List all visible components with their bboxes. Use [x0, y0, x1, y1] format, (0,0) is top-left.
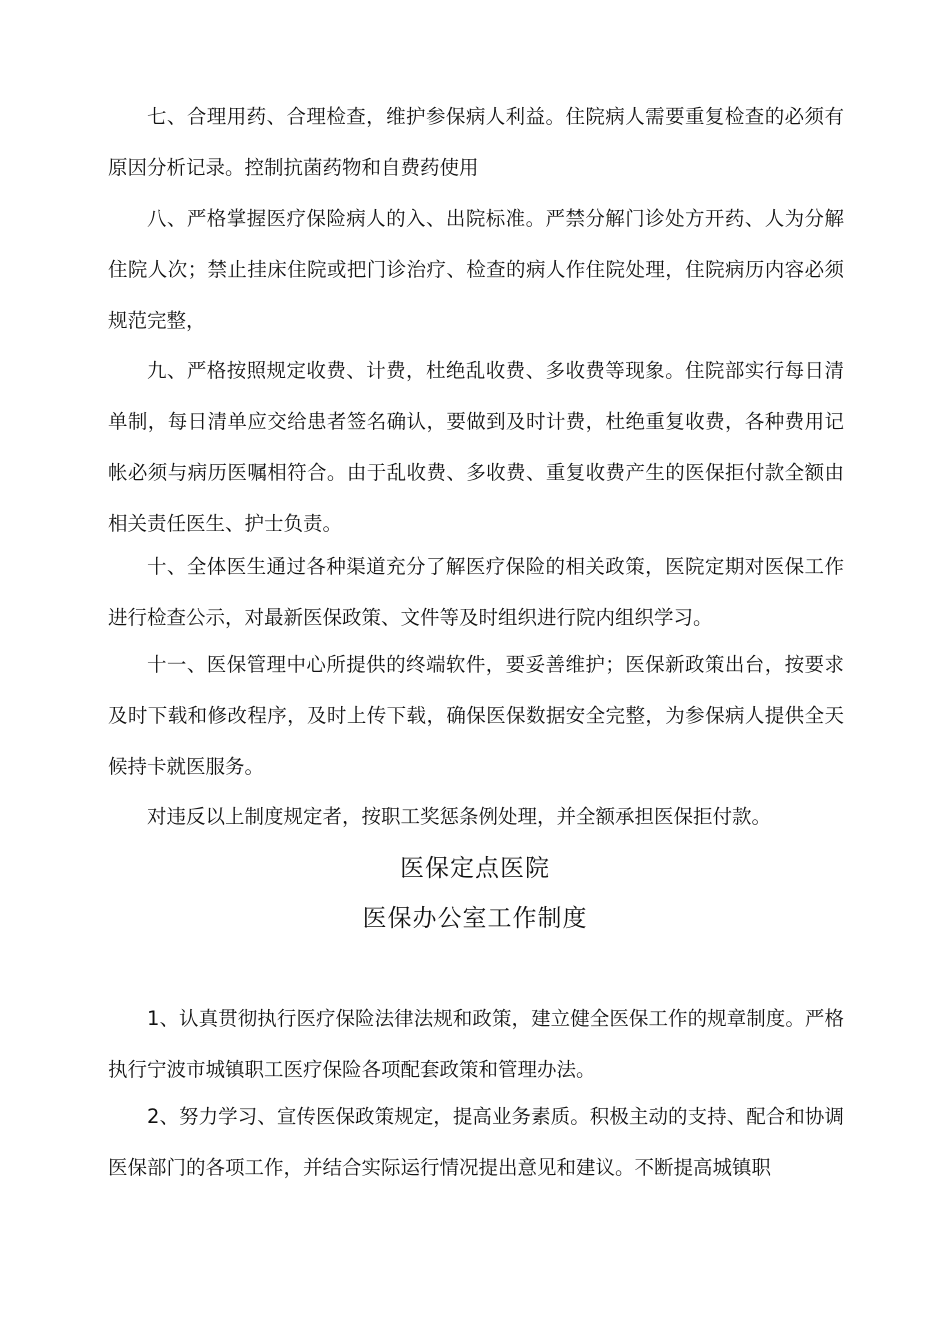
document-subtitle: 医保办公室工作制度	[362, 904, 588, 932]
paragraph-nine: 九、严格按照规定收费、计费，杜绝乱收费、多收费等现象。住院部实行每日清单制，每日清单应交给患者签名确认，要做到及时计费，杜绝重复收费，各种费用记帐必须与病历医嘱相符合。由于乱收费、多收费、重复收费产生的医保拒付款全额由相关责任医生、护士负责。	[108, 359, 844, 535]
document-title: 医保定点医院	[400, 854, 550, 882]
paragraph-eleven: 十一、医保管理中心所提供的终端软件，要妥善维护；医保新政策出台，按要求及时下载和修改程序，及时上传下载，确保医保数据安全完整，为参保病人提供全天候持卡就医服务。	[108, 653, 844, 778]
paragraph-eight: 八、严格掌握医疗保险病人的入、出院标准。严禁分解门诊处方开药、人为分解住院人次；禁止挂床住院或把门诊治疗、检查的病人作住院处理，住院病历内容必须规范完整，	[108, 207, 844, 332]
paragraph-ten: 十、全体医生通过各种渠道充分了解医疗保险的相关政策，医院定期对医保工作进行检查公示，对最新医保政策、文件等及时组织进行院内组织学习。	[108, 555, 844, 629]
paragraph-seven: 七、合理用药、合理检查，维护参保病人利益。住院病人需要重复检查的必须有原因分析记录。控制抗菌药物和自费药使用	[108, 105, 844, 179]
paragraph-penalty: 对违反以上制度规定者，按职工奖惩条例处理，并全额承担医保拒付款。	[147, 805, 772, 828]
paragraph-item-1: 1、认真贯彻执行医疗保险法律法规和政策，建立健全医保工作的规章制度。严格执行宁波市城镇职工医疗保险各项配套政策和管理办法。	[108, 1007, 844, 1081]
paragraph-item-2: 2、努力学习、宣传医保政策规定，提高业务素质。积极主动的支持、配合和协调医保部门的各项工作，并结合实际运行情况提出意见和建议。不断提高城镇职	[108, 1105, 844, 1179]
